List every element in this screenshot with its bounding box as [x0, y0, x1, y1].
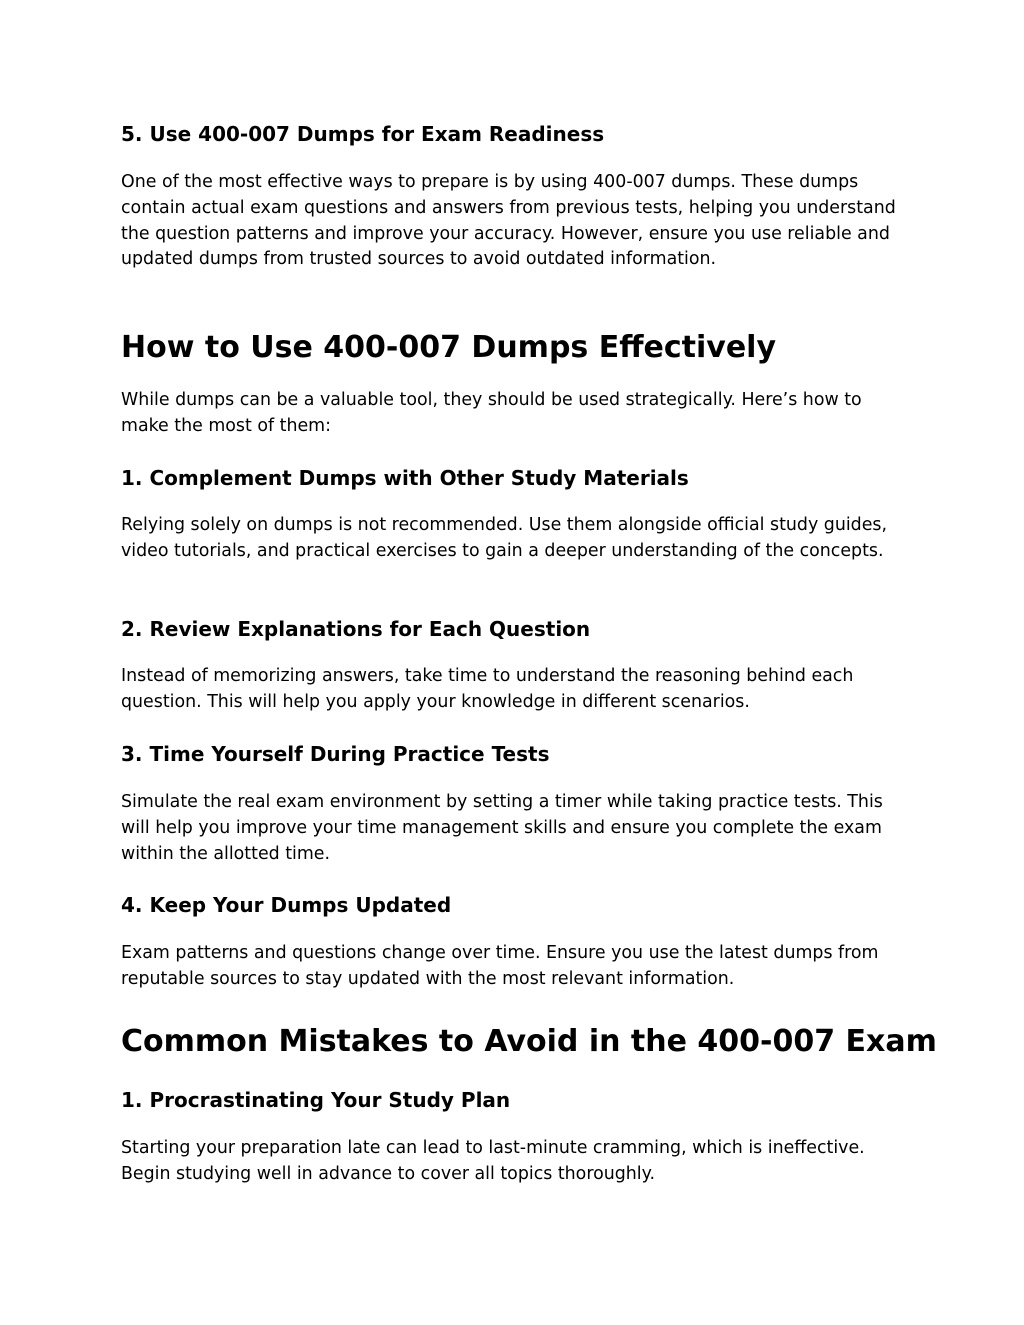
heading-how-to-use-dumps: How to Use 400-007 Dumps Effectively: [121, 330, 777, 365]
heading-common-mistakes: Common Mistakes to Avoid in the 400-007 Exam: [121, 1024, 937, 1059]
paragraph-complement-dumps: Relying solely on dumps is not recommended. Use them alongside official study guides, video tutorials, and practical exercises to gain a deeper understanding of the concepts.: [121, 515, 887, 561]
section-heading-procrastinating: 1. Procrastinating Your Study Plan: [121, 1088, 511, 1112]
section-heading-keep-updated: 4. Keep Your Dumps Updated: [121, 893, 452, 917]
section-heading-review-explanations: 2. Review Explanations for Each Question: [121, 617, 591, 641]
paragraph-keep-updated: Exam patterns and questions change over time. Ensure you use the latest dumps from reputable sources to stay updated with the most relevant information.: [121, 943, 879, 989]
paragraph-use-dumps: One of the most effective ways to prepare is by using 400-007 dumps. These dumps contain actual exam questions and answers from previous tests, helping you understand the question patterns and improve your accuracy. However, ensure you use reliable and updated dumps from trusted sources to avoid outdated information.: [121, 172, 896, 270]
paragraph-review-explanations: Instead of memorizing answers, take time to understand the reasoning behind each question. This will help you apply your knowledge in different scenarios.: [121, 666, 854, 712]
section-heading-time-yourself: 3. Time Yourself During Practice Tests: [121, 742, 550, 766]
paragraph-procrastinating: Starting your preparation late can lead to last-minute cramming, which is ineffective. Begin studying well in advance to cover all topics thoroughly.: [121, 1138, 865, 1184]
paragraph-time-yourself: Simulate the real exam environment by setting a timer while taking practice tests. This will help you improve your time management skills and ensure you complete the exam within the allotted time.: [121, 792, 883, 864]
section-heading-complement-dumps: 1. Complement Dumps with Other Study Materials: [121, 466, 689, 490]
paragraph-how-to-use-dumps: While dumps can be a valuable tool, they should be used strategically. Here’s how to make the most of them:: [121, 390, 862, 436]
section-heading-use-dumps: 5. Use 400-007 Dumps for Exam Readiness: [121, 122, 605, 146]
